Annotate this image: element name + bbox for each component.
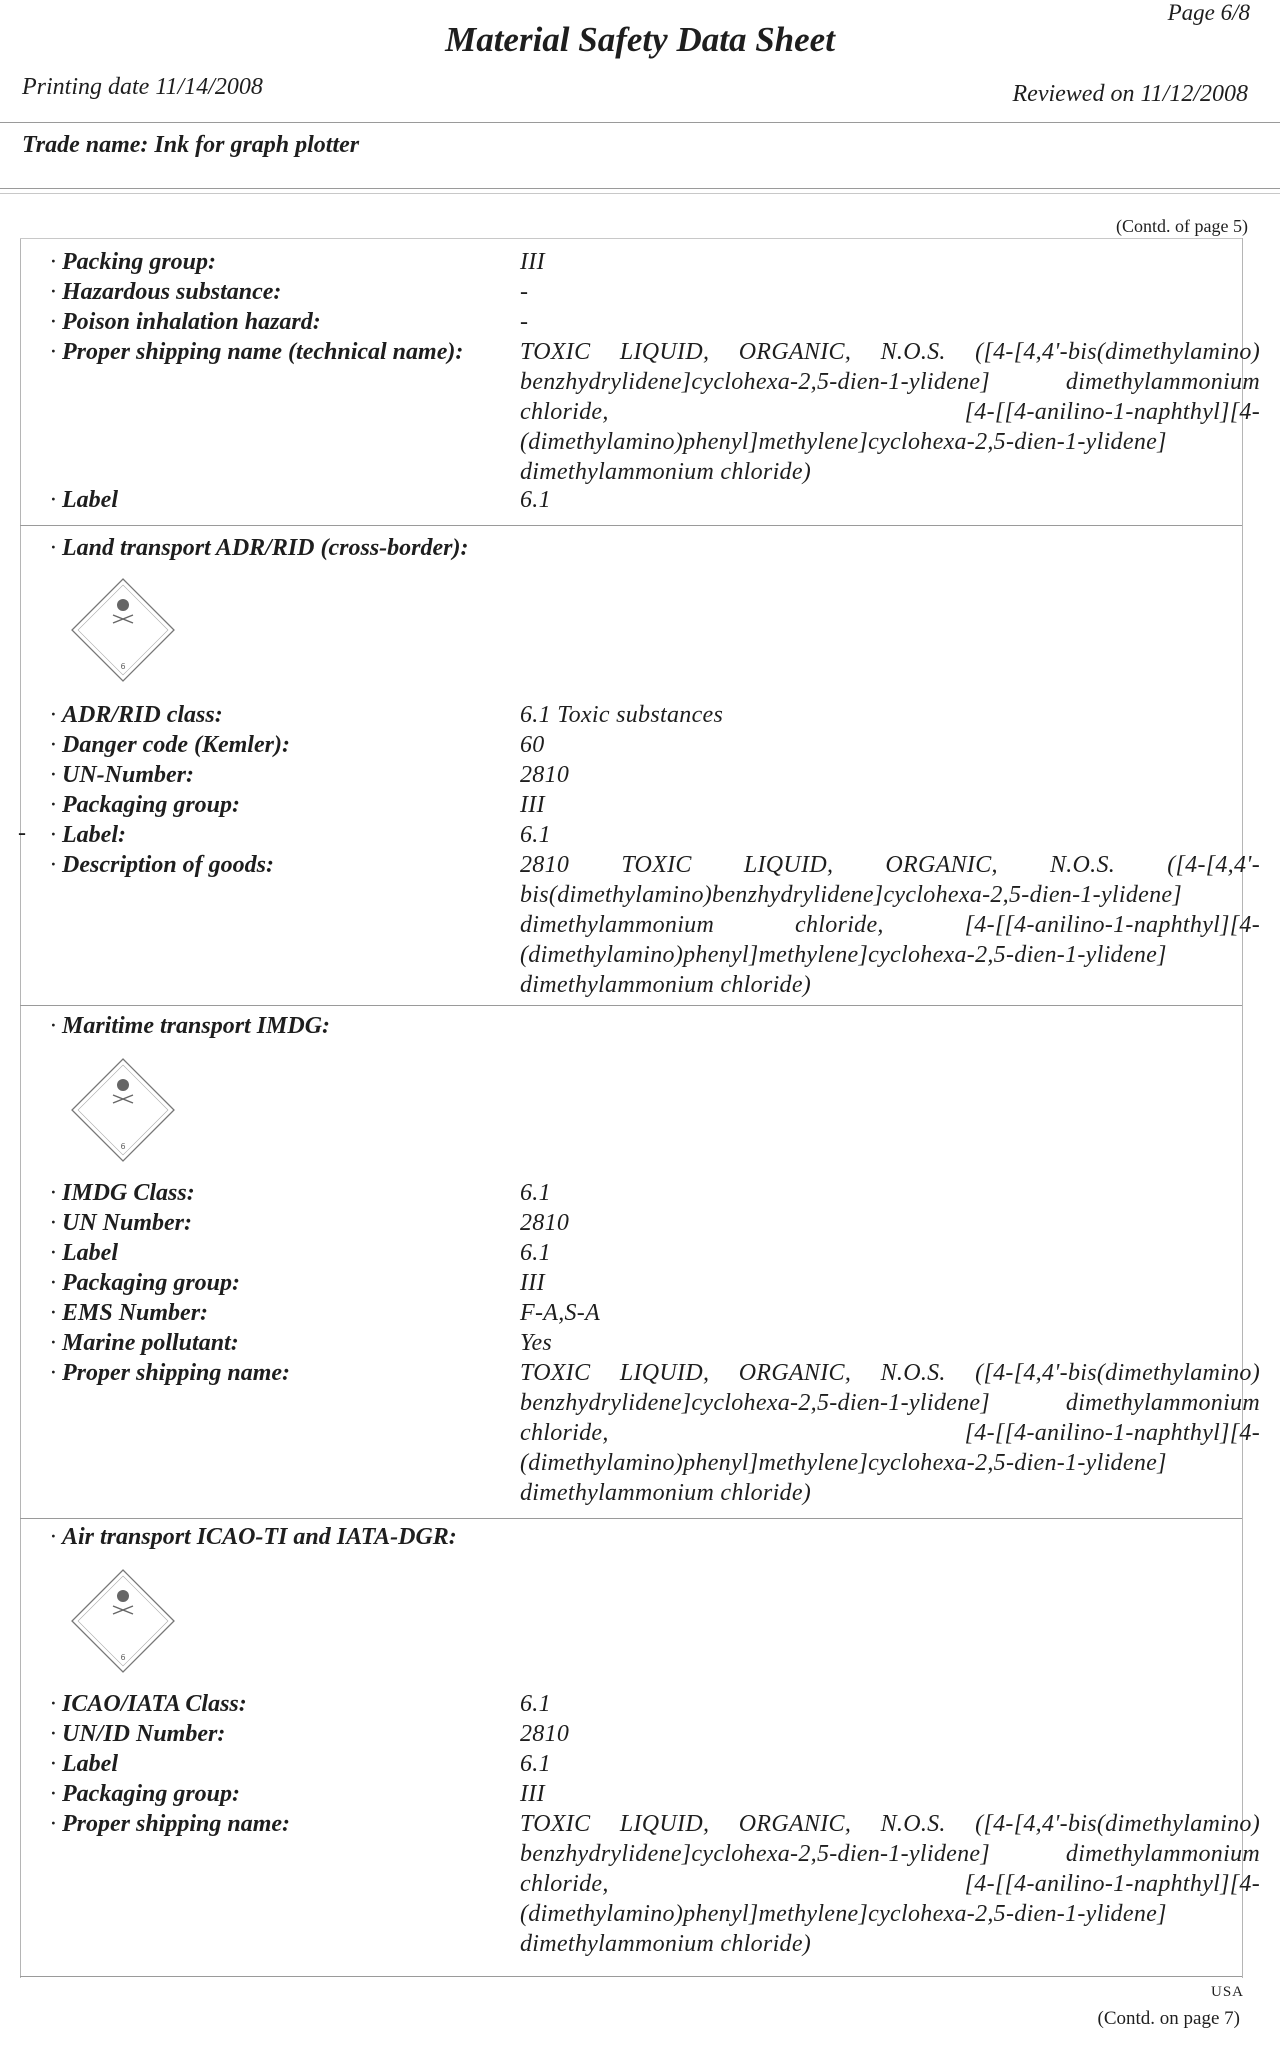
row-value: 2810 TOXIC LIQUID, ORGANIC, N.O.S. ([4-[4,4'-bis(dimethylamino)benzhydrylidene]cyclohexa-2,5-dien-1-ylidene] dimethylammonium chloride, [4-[[4-anilino-1-naphthyl][4-(dimethylamino)phenyl]methylene]cyclohexa-2,5-dien-1-ylidene] dimethylammonium chloride)	[520, 852, 1260, 998]
row-label: · Proper shipping name:	[50, 1358, 290, 1388]
air-transport-title: · Air transport ICAO-TI and IATA-DGR:	[50, 1524, 457, 1551]
row-label: · Proper shipping name (technical name):	[50, 337, 463, 367]
frame-top-border	[20, 238, 1242, 239]
page-number: Page 6/8	[1167, 0, 1250, 25]
frame-bottom-border	[20, 1976, 1242, 1977]
row-value: -	[520, 279, 529, 305]
printing-date: Printing date 11/14/2008	[22, 74, 263, 100]
row-value: -	[520, 309, 529, 335]
row-value: 6.1	[520, 1180, 551, 1206]
row-value: 2810	[520, 1210, 570, 1236]
trade-name: Trade name: Ink for graph plotter	[22, 132, 360, 158]
row-label: · Label:	[50, 820, 126, 850]
row-value: 2810	[520, 1721, 570, 1747]
row-value: 6.1	[520, 1691, 551, 1717]
row-value: 6.1	[520, 487, 551, 513]
row-value: 2810	[520, 762, 570, 788]
frame-left-border	[20, 238, 21, 1978]
toxic-skull-diamond-icon	[68, 1566, 178, 1676]
row-value: Yes	[520, 1330, 553, 1356]
header-divider	[0, 122, 1280, 123]
row-value: TOXIC LIQUID, ORGANIC, N.O.S. ([4-[4,4'-bis(dimethylamino) benzhydrylidene]cyclohexa-2,5-dien-1-ylidene] dimethylammonium chloride, [4-[[4-anilino-1-naphthyl][4-(dimethylamino)phenyl]methylene]cyclohexa-2,5-dien-1-ylidene] dimethylammonium chloride)	[520, 1811, 1260, 1957]
row-label: · Label	[50, 1749, 118, 1779]
row-label: · Label	[50, 1238, 118, 1268]
row-value: 6.1	[520, 1751, 551, 1777]
row-label: · Danger code (Kemler):	[50, 730, 290, 760]
row-label: · Marine pollutant:	[50, 1328, 239, 1358]
land-transport-title: · Land transport ADR/RID (cross-border):	[50, 535, 469, 562]
toxic-skull-diamond-icon	[68, 575, 178, 685]
row-value: 6.1	[520, 1240, 551, 1266]
row-value: III	[520, 1270, 545, 1296]
hazard-class-number: 6	[120, 1653, 126, 1662]
row-value: III	[520, 1781, 545, 1807]
maritime-transport-title: · Maritime transport IMDG:	[50, 1013, 330, 1040]
row-label: · Poison inhalation hazard:	[50, 307, 321, 337]
row-label: · Packing group:	[50, 247, 216, 277]
row-label: · Packaging group:	[50, 1268, 240, 1298]
continued-on-label: (Contd. on page 7)	[1097, 2008, 1240, 2029]
row-value: III	[520, 249, 545, 275]
row-label: · Label	[50, 485, 118, 515]
section-divider-maritime	[20, 1005, 1242, 1006]
hazard-class-number: 6	[120, 662, 126, 671]
row-value: III	[520, 792, 545, 818]
row-value: 60	[520, 732, 545, 758]
header-divider-bottom	[0, 188, 1280, 189]
row-label: · Packaging group:	[50, 1779, 240, 1809]
section-divider-air	[20, 1518, 1242, 1519]
header-divider-bottom-double	[0, 193, 1280, 194]
row-label: · Description of goods:	[50, 850, 274, 880]
document-title: Material Safety Data Sheet	[445, 20, 835, 59]
row-label: · UN Number:	[50, 1208, 192, 1238]
toxic-skull-diamond-icon	[68, 1055, 178, 1165]
reviewed-date: Reviewed on 11/12/2008	[1012, 81, 1248, 107]
row-label: · ADR/RID class:	[50, 700, 223, 730]
row-label: · UN-Number:	[50, 760, 194, 790]
row-label: · Packaging group:	[50, 790, 240, 820]
row-label: · UN/ID Number:	[50, 1719, 225, 1749]
section-divider-land	[20, 525, 1242, 526]
row-label: · Hazardous substance:	[50, 277, 281, 307]
row-label: · ICAO/IATA Class:	[50, 1689, 247, 1719]
row-label: · EMS Number:	[50, 1298, 208, 1328]
row-value: 6.1	[520, 822, 551, 848]
row-label: · IMDG Class:	[50, 1178, 195, 1208]
margin-mark: -	[18, 820, 26, 846]
row-value: TOXIC LIQUID, ORGANIC, N.O.S. ([4-[4,4'-bis(dimethylamino) benzhydrylidene]cyclohexa-2,5-dien-1-ylidene] dimethylammonium chloride, [4-[[4-anilino-1-naphthyl][4-(dimethylamino)phenyl]methylene]cyclohexa-2,5-dien-1-ylidene] dimethylammonium chloride)	[520, 339, 1260, 485]
continued-from-label: (Contd. of page 5)	[1116, 216, 1248, 236]
row-value: TOXIC LIQUID, ORGANIC, N.O.S. ([4-[4,4'-bis(dimethylamino) benzhydrylidene]cyclohexa-2,5-dien-1-ylidene] dimethylammonium chloride, [4-[[4-anilino-1-naphthyl][4-(dimethylamino)phenyl]methylene]cyclohexa-2,5-dien-1-ylidene] dimethylammonium chloride)	[520, 1360, 1260, 1506]
row-value: F-A,S-A	[520, 1300, 601, 1326]
country-mark: USA	[1210, 1984, 1244, 2000]
hazard-class-number: 6	[120, 1142, 126, 1151]
row-value: 6.1 Toxic substances	[520, 702, 724, 728]
row-label: · Proper shipping name:	[50, 1809, 290, 1839]
